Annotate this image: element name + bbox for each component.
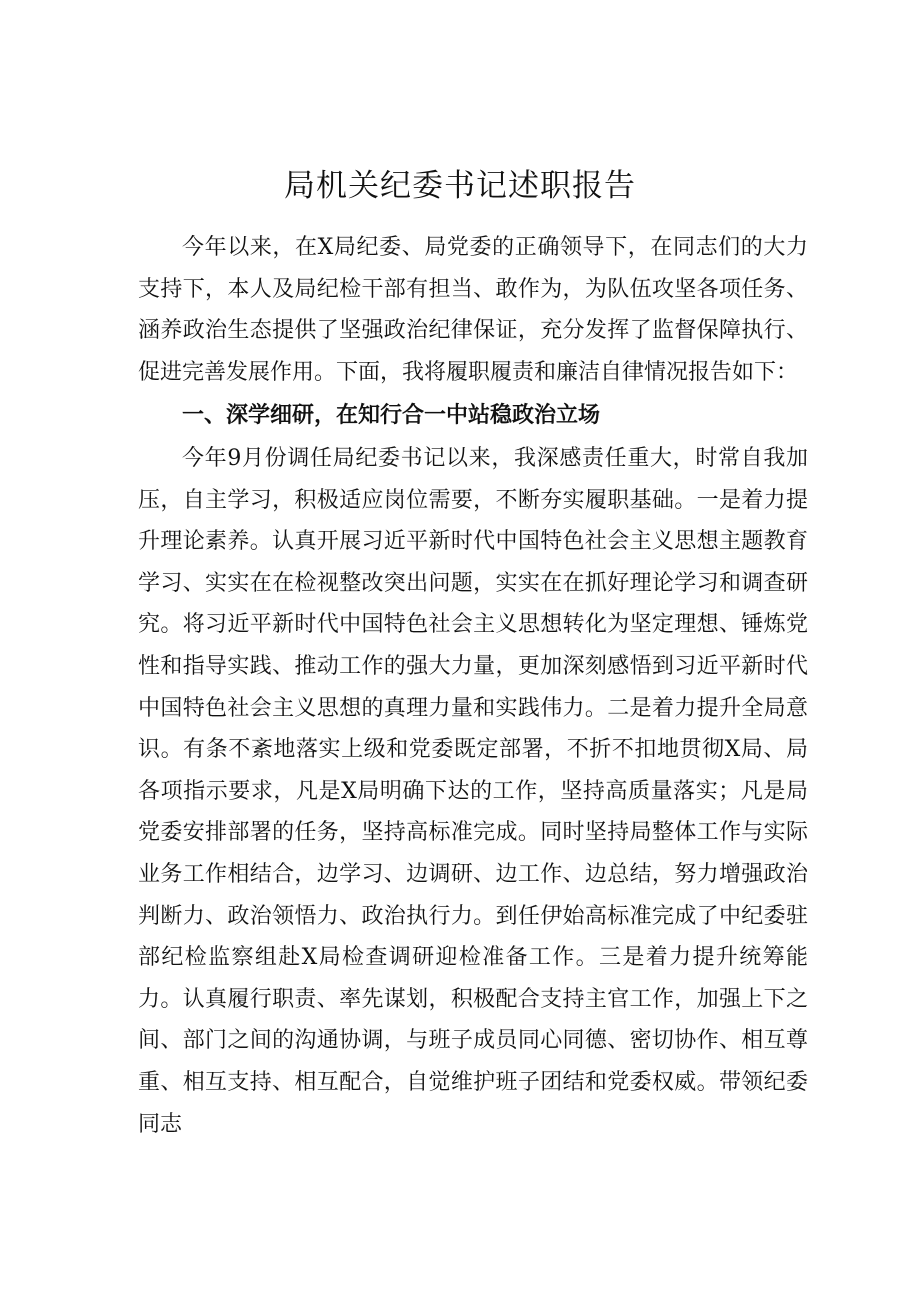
section-heading-1: 一、深学细研，在知行合一中站稳政治立场 bbox=[182, 403, 601, 428]
section-1-paragraph: 今年9月份调任局纪委书记以来，我深感责任重大，时常自我加压，自主学习，积极适应岗位需要，不断夯实履职基础。一是着力提升理论素养。认真开展习近平新时代中国特色社会主义思想主题教育学习、实实在在检视整改突出问题，实实在在抓好理论学习和调查研究。将习近平新时代中国特色社会主义思想转化为坚定理想、锤炼党性和指导实践、推动工作的强大力量，更加深刻感悟到习近平新时代中国特色社会主义思想的真理力量和实践伟力。二是着力提升全局意识。有条不紊地落实上级和党委既定部署，不折不扣地贯彻X局、局各项指示要求，凡是X局明确下达的工作，坚持高质量落实；凡是局党委安排部署的任务，坚持高标准完成。同时坚持局整体工作与实际业务工作相结合，边学习、边调研、边工作、边总结，努力增强政治判断力、政治领悟力、政治执行力。到任伊始高标准完成了中纪委驻部纪检监察组赴X局检查调研迎检准备工作。三是着力提升统筹能力。认真履行职责、率先谋划，积极配合支持主官工作，加强上下之间、部门之间的沟通协调，与班子成员同心同德、密切协作、相互尊重、相互支持、相互配合，自觉维护班子团结和党委权威。带领纪委同志 bbox=[138, 446, 808, 1137]
intro-paragraph: 今年以来，在X局纪委、局党委的正确领导下，在同志们的大力支持下，本人及局纪检干部有担当、敢作为，为队伍攻坚各项任务、涵养政治生态提供了坚强政治纪律保证，充分发挥了监督保障执行、促进完善发展作用。下面，我将履职履责和廉洁自律情况报告如下： bbox=[138, 235, 808, 385]
document-title: 局机关纪委书记述职报告 bbox=[284, 168, 636, 204]
